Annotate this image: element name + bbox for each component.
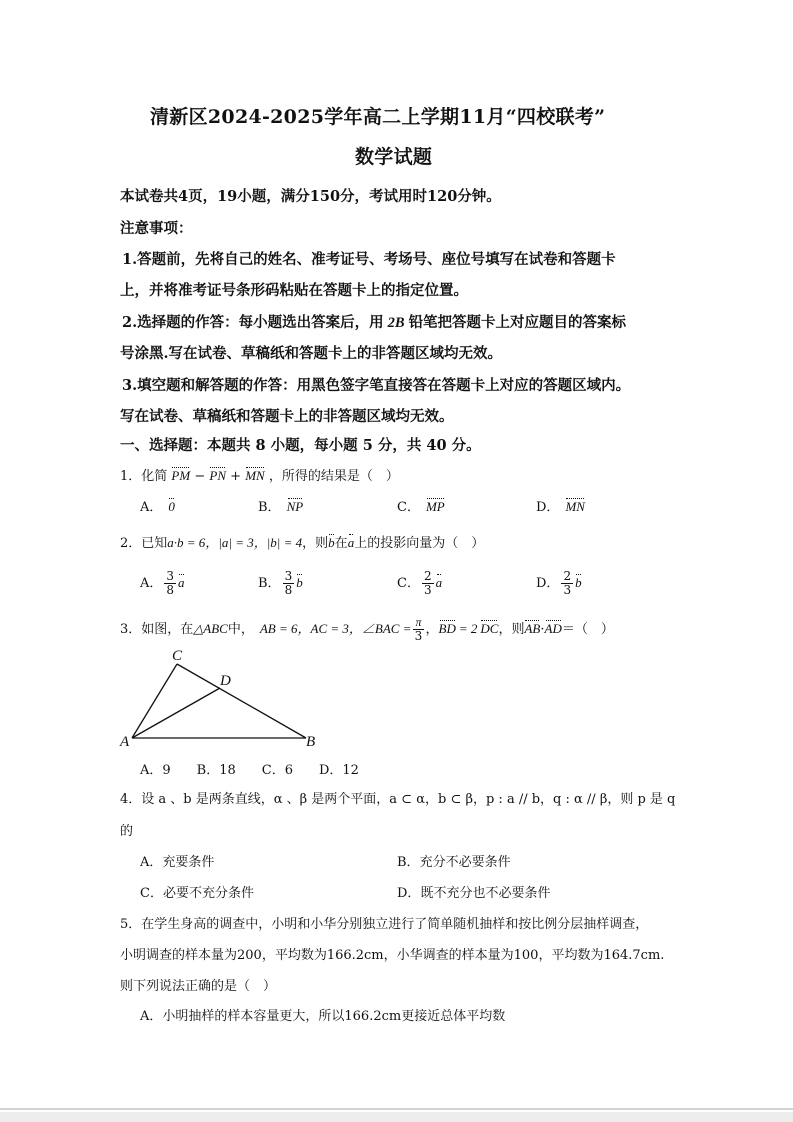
- denominator: 8: [166, 583, 175, 597]
- segment-ad: [132, 688, 220, 738]
- q3-dot: ·: [540, 622, 545, 637]
- q2-option-a-vector: a: [178, 575, 185, 590]
- q1-option-b-value: NP: [286, 499, 304, 514]
- notes-heading: 注意事项：: [120, 220, 193, 237]
- q1-suffix: ，所得的结果是（ ）: [268, 469, 399, 484]
- question-4-line-1: 4．设 a 、b 是两条直线，α 、β 是两个平面，a ⊂ α，b ⊂ β，p : a // b，q : α // β，则 p 是 q: [120, 792, 676, 807]
- option-label: A．: [140, 576, 163, 591]
- option-label: C．: [397, 500, 420, 515]
- vertex-b-label: B: [306, 734, 316, 750]
- numerator: π: [415, 615, 422, 629]
- q3-ze: ，则: [498, 622, 525, 637]
- q1-option-b: [258, 496, 303, 515]
- note-1-line-1: 1.答题前，先将自己的姓名、准考证号、考场号、座位号填写在试卷和答题卡: [122, 251, 616, 268]
- q2-option-b: [258, 570, 303, 597]
- option-label: A．: [140, 855, 163, 870]
- note-2-line-1: [122, 311, 626, 332]
- vertex-a-label: A: [120, 734, 130, 750]
- question-3: [120, 616, 614, 643]
- q3-comma: ，: [425, 622, 439, 637]
- q2-option-b-fraction: [283, 570, 295, 597]
- exam-subtitle: 数学试题: [355, 146, 433, 168]
- q4-option-a: [140, 851, 214, 870]
- note-2-line-2: 号涂黑.写在试卷、草稿纸和答题卡上的非答题区域均无效。: [120, 345, 503, 362]
- option-text: 充分不必要条件: [419, 855, 511, 870]
- q5-option-a: A．小明抽样的样本容量更大，所以166.2cm更接近总体平均数: [140, 1009, 506, 1024]
- option-text: 充要条件: [162, 855, 215, 870]
- q1-option-d: [536, 496, 585, 515]
- q1-option-c: [397, 496, 445, 515]
- q2-option-d: [536, 570, 582, 597]
- q1-option-a-value: 0: [168, 499, 175, 514]
- note-2-text-a: 2.选择题的作答：每小题选出答案后，用: [122, 314, 384, 331]
- q2-suffix: 上的投影向量为（ ）: [354, 536, 485, 551]
- vertex-c-label: C: [172, 648, 183, 664]
- q3-triangle: △ABC: [193, 621, 228, 636]
- q3-suffix: ＝（ ）: [561, 622, 614, 637]
- question-1: [120, 465, 399, 484]
- q3-condition: AB = 6，AC = 3，∠BAC =: [259, 621, 412, 636]
- numerator: 3: [166, 569, 175, 583]
- option-label: D．: [397, 886, 421, 901]
- q1-minus: −: [194, 469, 206, 484]
- q2-condition: a·b = 6，|a| = 3，|b| = 4: [167, 535, 303, 550]
- option-label: C．: [397, 576, 420, 591]
- numerator: 3: [284, 569, 293, 583]
- exam-title: 清新区2024-2025学年高二上学期11月“四校联考”: [150, 106, 606, 128]
- note-1-line-2: 上，并将准考证号条形码粘贴在答题卡上的指定位置。: [120, 282, 468, 299]
- note-2-text-b: 铅笔把答题卡上对应题目的答案标: [408, 314, 627, 331]
- triangle-figure: [110, 640, 330, 752]
- q2-vector-a: a: [347, 535, 355, 550]
- q3-vector-ad: AD: [544, 621, 562, 636]
- option-label: B．: [258, 576, 281, 591]
- option-label: D．: [536, 576, 560, 591]
- note-3-line-2: 写在试卷、草稿纸和答题卡上的非答题区域均无效。: [120, 408, 454, 425]
- denominator: 8: [284, 583, 293, 597]
- option-label: B．: [258, 500, 281, 515]
- denominator: 3: [414, 629, 423, 643]
- question-5-line-1: 5．在学生身高的调查中，小明和小华分别独立进行了简单随机抽样和按比例分层抽样调查，: [120, 917, 649, 932]
- q2-option-a: [140, 570, 185, 597]
- q3-eq2: = 2: [458, 621, 478, 636]
- option-text: 必要不充分条件: [162, 886, 254, 901]
- q1-vector-pn: PN: [209, 468, 227, 483]
- page-bottom-divider: [0, 1108, 793, 1110]
- q1-option-d-value: MN: [565, 499, 585, 514]
- q2-option-c-fraction: [422, 570, 434, 597]
- q3-options: A．9 B．18 C．6 D．12: [140, 763, 359, 778]
- q4-option-b: [397, 851, 511, 870]
- denominator: 3: [563, 583, 572, 597]
- q2-zai: 在: [334, 536, 348, 551]
- exam-intro: 本试卷共4页，19小题，满分150分，考试用时120分钟。: [120, 188, 501, 205]
- q3-angle-fraction: [413, 616, 423, 643]
- q3-vector-ab: AB: [524, 621, 541, 636]
- side-ac: [132, 664, 177, 738]
- question-5-line-3: 则下列说法正确的是（ ）: [120, 979, 277, 994]
- q2-option-c-vector: a: [435, 575, 443, 590]
- q2-option-a-fraction: [164, 570, 176, 597]
- q1-option-c-value: MP: [425, 499, 445, 514]
- q2-option-d-vector: b: [575, 575, 582, 590]
- q4-option-c: [140, 882, 254, 901]
- option-label: D．: [536, 500, 560, 515]
- question-5-line-2: 小明调查的样本量为200，平均数为166.2cm，小华调查的样本量为100，平均数为164.7cm.: [120, 948, 665, 963]
- section-1-heading: 一、选择题：本题共 8 小题，每小题 5 分，共 40 分。: [120, 437, 481, 454]
- q3-vector-bd: BD: [438, 621, 456, 636]
- note-3-line-1: 3.填空题和解答题的作答：用黑色签字笔直接答在答题卡上对应的答题区域内。: [122, 377, 631, 394]
- q2-option-b-vector: b: [296, 575, 303, 590]
- q2-mid: ，则: [302, 536, 329, 551]
- q3-prefix: 3．如图，在: [120, 622, 194, 637]
- q1-option-a: [140, 496, 175, 515]
- q1-vector-pm: PM: [171, 468, 191, 483]
- vertex-d-label: D: [220, 673, 231, 689]
- option-label: C．: [140, 886, 163, 901]
- numerator: 2: [423, 569, 432, 583]
- q1-vector-mn: MN: [245, 468, 265, 483]
- question-2: [120, 532, 484, 551]
- q2-vector-b: b: [328, 535, 335, 550]
- denominator: 3: [423, 583, 432, 597]
- numerator: 2: [563, 569, 572, 583]
- option-label: A．: [140, 500, 163, 515]
- q2-option-d-fraction: [561, 570, 573, 597]
- q3-zhong: 中，: [227, 622, 254, 637]
- pencil-2b: 2B: [387, 315, 405, 331]
- question-4-line-2: 的: [120, 824, 134, 839]
- option-label: B．: [397, 855, 420, 870]
- q1-plus: +: [230, 469, 242, 484]
- q1-prefix: 1．化简: [120, 469, 168, 484]
- q3-vector-dc: DC: [480, 621, 499, 636]
- page-gap: [0, 1112, 793, 1122]
- q4-option-d: [397, 882, 550, 901]
- q2-option-c: [397, 570, 442, 597]
- q2-prefix: 2．已知: [120, 536, 168, 551]
- option-text: 既不充分也不必要条件: [420, 886, 551, 901]
